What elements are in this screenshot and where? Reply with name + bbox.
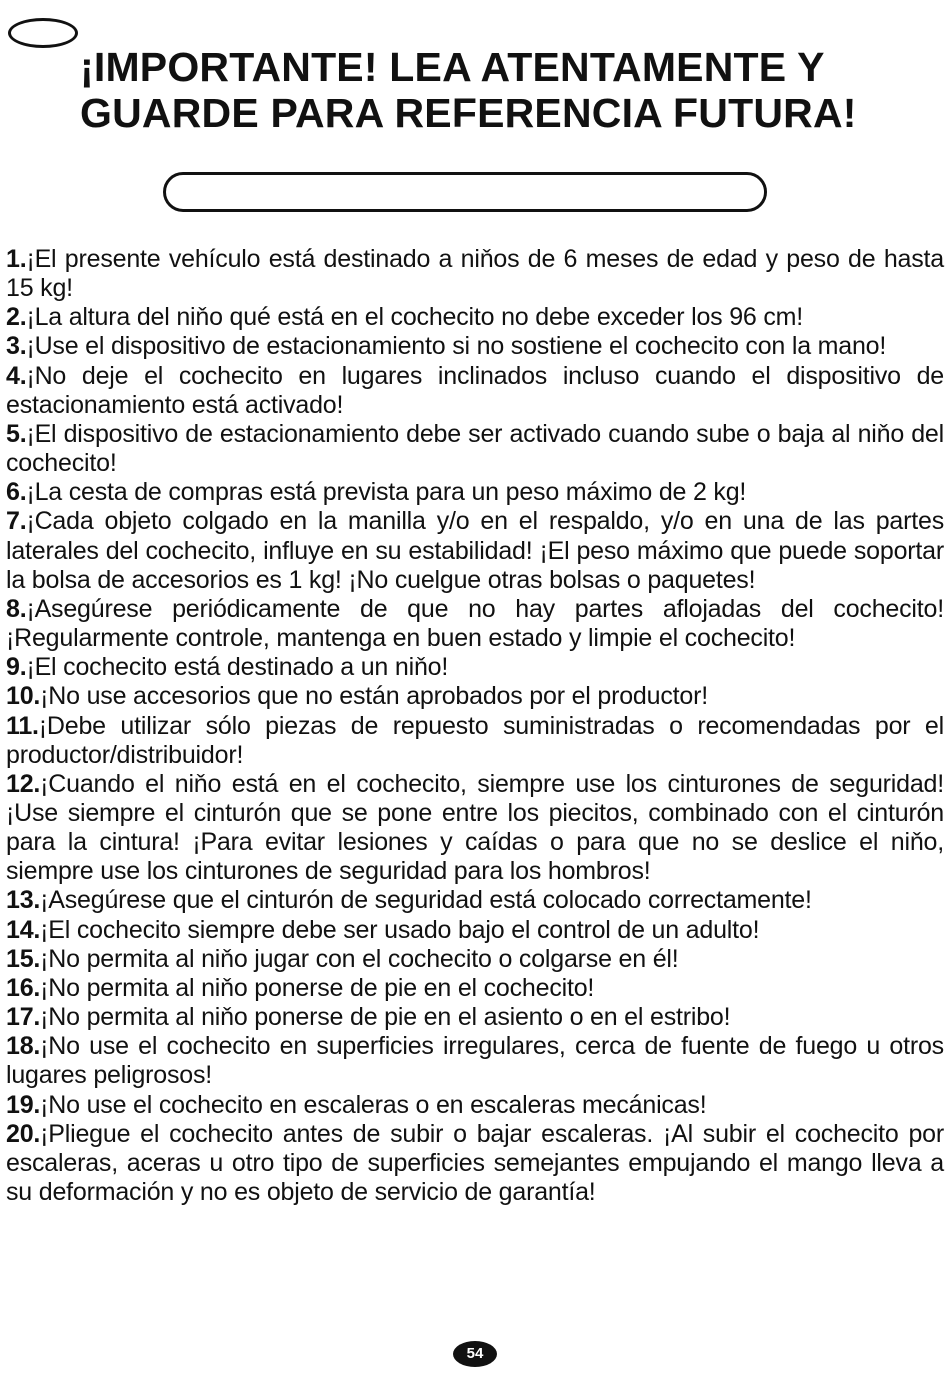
warning-item [6,886,944,915]
warning-item [6,974,944,1003]
warning-item [6,1091,944,1120]
warning-item [6,362,944,420]
title-line-2: GUARDE PARA REFERENCIA FUTURA! [80,90,857,136]
item-text: ¡Asegúrese periódicamente de que no hay partes aflojadas del cochecito! ¡Regularmente controle, mantenga en buen estado y limpie el cochecito! [6,594,944,653]
item-text: ¡Cada objeto colgado en la manilla y/o en el respaldo, y/o en una de las partes laterales del cochecito, influye en su estabilidad! ¡El peso máximo que puede soportar la bolsa de accesorios es 1 kg! ¡No cuelgue otras bolsas o paquetes! [6,507,944,594]
warning-item [6,507,944,594]
title-line-1: ¡IMPORTANTE! LEA ATENTAMENTE Y [80,44,825,90]
item-number: 20. [6,1119,41,1148]
warning-item [6,682,944,711]
warning-item [6,332,944,361]
item-text: ¡No use el cochecito en superficies irregulares, cerca de fuente de fuego u otros lugares peligrosos! [6,1032,944,1090]
item-text: ¡Use el dispositivo de estacionamiento si no sostiene el cochecito con la mano! [26,332,887,361]
item-text: ¡Debe utilizar sólo piezas de repuesto suministradas o recomendadas por el productor/distribuidor! [6,711,944,769]
item-text: ¡Asegúrese que el cinturón de seguridad está colocado correctamente! [40,886,812,915]
warning-item [6,653,944,682]
item-text: ¡No deje el cochecito en lugares inclinados incluso cuando el dispositivo de estacionamiento está activado! [6,361,944,419]
item-number: 3. [6,332,27,361]
item-text: ¡La altura del niňo qué está en el cochecito no debe exceder los 96 cm! [26,303,804,332]
warning-item [6,1120,944,1207]
item-number: 4. [6,361,27,390]
page-title [80,44,940,136]
warning-item [6,245,944,303]
warning-item [6,712,944,770]
section-banner-outline [163,172,767,212]
item-text: ¡Cuando el niňo está en el cochecito, siempre use los cinturones de seguridad! ¡Use siempre el cinturón que se pone entre los piecitos, combinado con el cinturón para la cintura! ¡Para evitar lesiones y caídas o para que no se deslice el niňo, siempre use los cinturones de seguridad para los hombros! [6,769,944,886]
item-number: 16. [6,973,41,1002]
item-number: 8. [6,594,27,623]
item-text: ¡Pliegue el cochecito antes de subir o bajar escaleras. ¡Al subir el cochecito por escaleras, aceras u otro tipo de superficies semejantes empujando el mango lleva a su deformación y no es objeto de servicio de garantía! [6,1119,944,1206]
warning-item [6,1032,944,1090]
item-number: 18. [6,1032,41,1061]
warning-item [6,478,944,507]
item-text: ¡No use el cochecito en escaleras o en escaleras mecánicas! [40,1090,707,1119]
item-number: 19. [6,1090,41,1119]
item-number: 6. [6,478,27,507]
item-number: 17. [6,1003,41,1032]
item-number: 15. [6,944,41,973]
item-number: 14. [6,915,41,944]
item-text: ¡El dispositivo de estacionamiento debe ser activado cuando sube o baja al niňo del cochecito! [6,419,944,478]
item-text: ¡No permita al niňo ponerse de pie en el cochecito! [40,973,595,1002]
item-text: ¡No permita al niňo jugar con el cochecito o colgarse en él! [40,944,679,973]
warning-list [6,245,944,1207]
item-number: 10. [6,682,41,711]
item-text: ¡No use accesorios que no están aprobados por el productor! [40,682,708,711]
item-text: ¡No permita al niňo ponerse de pie en el asiento o en el estribo! [40,1003,731,1032]
language-oval-marker [8,18,78,48]
item-number: 13. [6,886,41,915]
item-text: ¡El cochecito está destinado a un niňo! [26,653,449,682]
item-number: 11. [6,711,39,740]
warning-item [6,420,944,478]
item-number: 7. [6,507,27,536]
item-text: ¡El cochecito siempre debe ser usado bajo el control de un adulto! [40,915,760,944]
item-number: 5. [6,419,27,448]
item-text: ¡El presente vehículo está destinado a niňos de 6 meses de edad y peso de hasta 15 kg! [6,245,944,303]
warning-item [6,916,944,945]
warning-item [6,595,944,653]
item-number: 1. [6,245,27,273]
item-number: 12. [6,769,41,798]
warning-item [6,770,944,887]
item-number: 9. [6,653,27,682]
page-number-badge: 54 [453,1341,497,1367]
warning-item [6,945,944,974]
warning-item [6,1003,944,1032]
warning-item [6,303,944,332]
item-number: 2. [6,303,27,332]
item-text: ¡La cesta de compras está prevista para un peso máximo de 2 kg! [26,478,747,507]
